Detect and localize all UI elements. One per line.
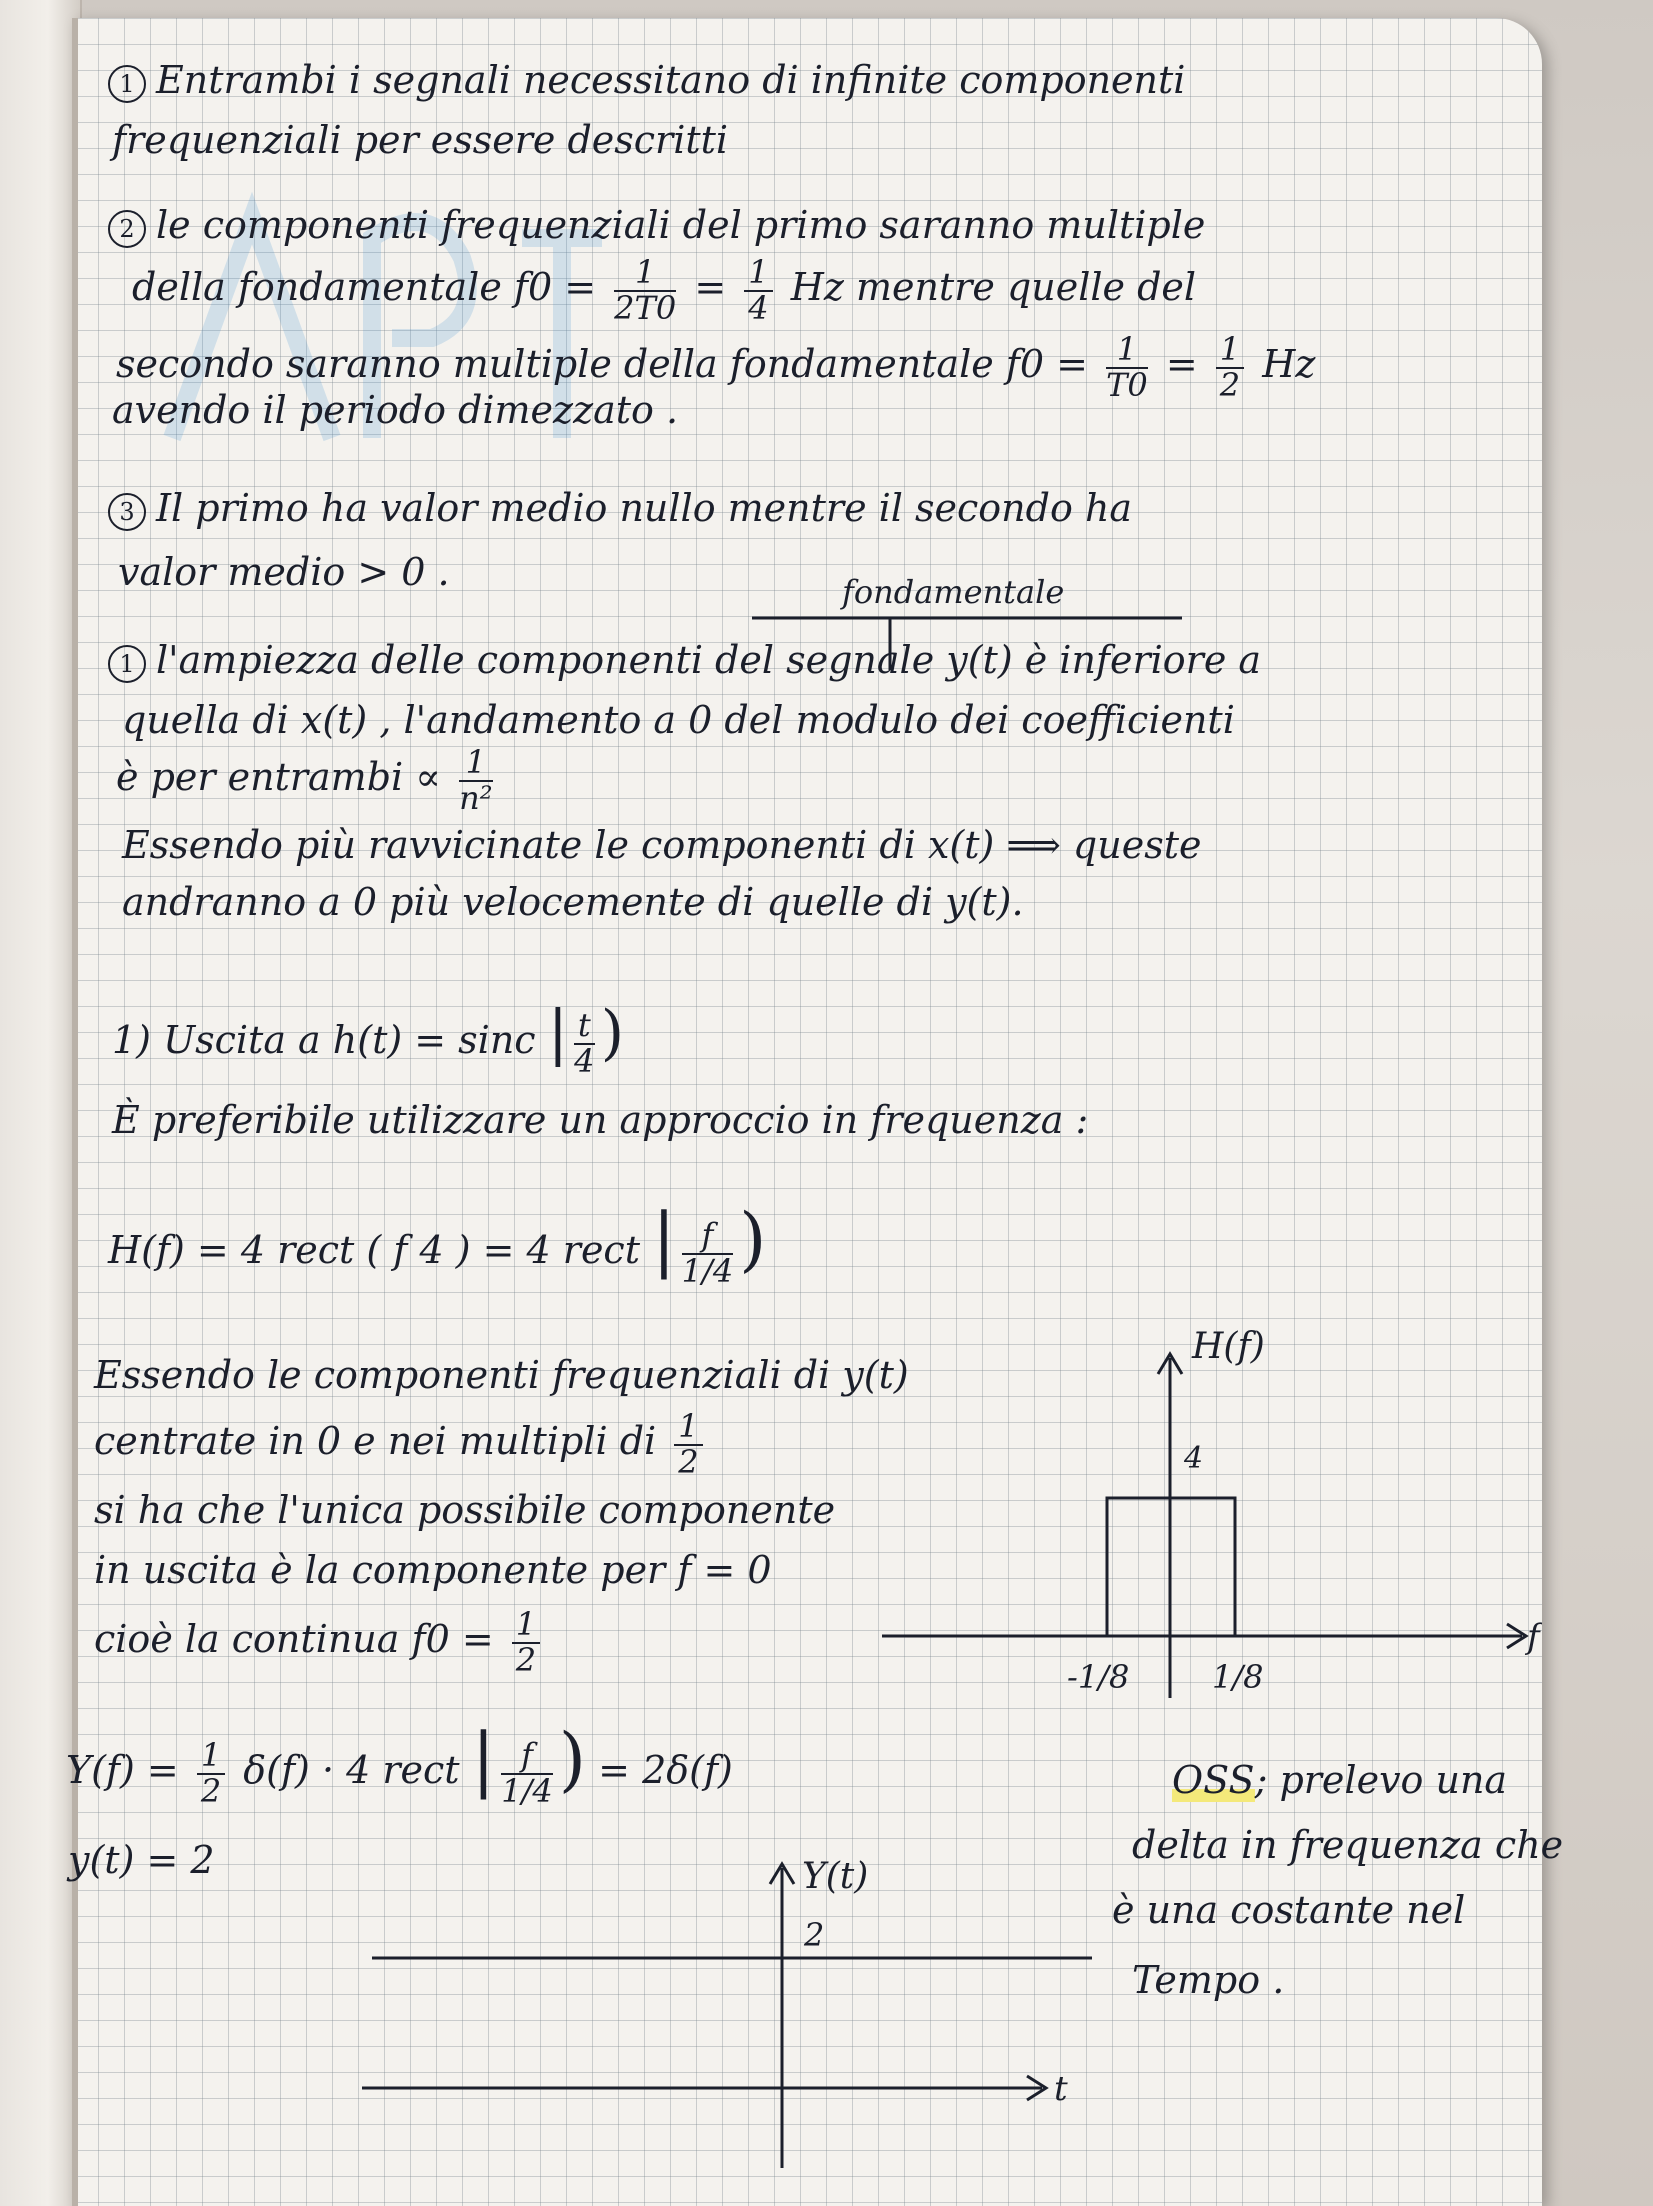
fraction-1-over-2	[512, 1605, 540, 1679]
fraction-numerator: 1	[512, 1608, 540, 1644]
para-line-2-prefix: centrate in 0 e nei multipli di	[94, 1419, 657, 1464]
item-4-line-4: Essendo più ravvicinate le componenti di x(t) ⟹ queste	[122, 823, 1202, 867]
fraction-1-over-2T0	[614, 253, 677, 327]
equals-sign: =	[694, 265, 727, 310]
item-5-line-3	[108, 1198, 766, 1288]
para-line-4: in uscita è la componente per f = 0	[94, 1548, 772, 1592]
oss-line-3: è una costante nel	[1112, 1888, 1466, 1932]
yf-formula	[66, 1718, 733, 1808]
fraction-1-over-2	[197, 1735, 225, 1810]
paren-open: |	[471, 1718, 496, 1800]
item-1-number: 1	[108, 65, 146, 103]
fraction-numerator: 1	[197, 1739, 225, 1775]
equals-sign: =	[1165, 342, 1198, 387]
graph-hf-height-label: 4	[1184, 1441, 1204, 1476]
fraction-denominator: 4	[574, 1041, 595, 1080]
fraction-f-over-quarter	[501, 1735, 553, 1810]
para-line-1: Essendo le componenti frequenziali di y(t)	[94, 1353, 909, 1397]
fraction-denominator: n²	[459, 778, 493, 817]
fraction-denominator: 4	[748, 288, 769, 327]
para-line-3: si ha che l'unica possibile componente	[94, 1488, 836, 1532]
item-5-line-2: È preferibile utilizzare un approccio in frequenza :	[112, 1098, 1089, 1142]
fraction-numerator: 1	[1106, 333, 1148, 369]
fraction-denominator: 2	[678, 1442, 699, 1481]
graph-yt-level-label: 2	[804, 1916, 825, 1954]
item-1-text-1: Entrambi i segnali necessitano di infinite componenti	[156, 58, 1186, 102]
item-4-line-5: andranno a 0 più velocemente di quelle di y(t).	[122, 880, 1024, 924]
item-4-line-2: quella di x(t) , l'andamento a 0 del modulo dei coefficienti	[122, 698, 1235, 742]
paren-close: )	[600, 998, 625, 1068]
oss-line-4: Tempo .	[1132, 1958, 1285, 2002]
item-1-line-2: frequenziali per essere descritti	[112, 118, 729, 162]
fraction-numerator: 1	[1216, 333, 1244, 369]
item-4-line-1	[108, 638, 1261, 683]
fraction-denominator: 1/4	[681, 1251, 734, 1290]
fraction-1-over-2	[1216, 330, 1244, 404]
annotation-fondamentale: fondamentale	[842, 573, 1065, 611]
item-2-line-2	[132, 253, 1197, 327]
item-4-number: 1	[108, 645, 146, 683]
item-2-line-1	[108, 203, 1205, 248]
fraction-t-over-4	[574, 1005, 595, 1080]
fraction-1-over-2	[674, 1407, 702, 1481]
yt-formula: y(t) = 2	[68, 1838, 215, 1882]
para-line-2	[94, 1407, 709, 1481]
fraction-denominator: 2	[200, 1771, 222, 1810]
graph-hf-y-label: H(f)	[1192, 1326, 1265, 1367]
item-5-line-1-prefix: 1) Uscita a h(t) = sinc	[112, 1018, 536, 1062]
fraction-denominator: 2	[1219, 365, 1241, 404]
graph-hf-x-label: f	[1527, 1617, 1540, 1657]
paren-close: )	[739, 1198, 767, 1280]
oss-line-2: delta in frequenza che	[1132, 1823, 1564, 1867]
item-5-line-3-prefix: H(f) = 4 rect ( f 4 ) = 4 rect	[108, 1228, 640, 1272]
paren-open: |	[547, 998, 568, 1068]
fraction-1-over-T0	[1106, 330, 1148, 404]
notebook-page	[66, 18, 1564, 2206]
oss-text-1: ; prelevo una	[1254, 1758, 1508, 1802]
graph-hf	[862, 1318, 1542, 1738]
item-1-line-1	[108, 58, 1185, 103]
fraction-numerator: 1	[674, 1410, 702, 1446]
yf-prefix: Y(f) =	[66, 1748, 179, 1792]
fraction-1-over-n-squared	[459, 743, 493, 817]
item-4-line-3	[116, 743, 499, 817]
fraction-numerator: f	[682, 1219, 734, 1255]
item-2-line-2-suffix: Hz mentre quelle del	[790, 265, 1197, 310]
item-2-number: 2	[108, 210, 146, 248]
graph-yt-x-label: t	[1054, 2069, 1068, 2109]
para-line-5	[94, 1605, 546, 1679]
oss-line-1	[1172, 1758, 1507, 1802]
item-3-line-2: valor medio > 0 .	[118, 550, 450, 594]
fraction-numerator: t	[574, 1009, 595, 1045]
fraction-numerator: 1	[459, 746, 492, 782]
item-2-text-1: le componenti frequenziali del primo saranno multiple	[156, 203, 1206, 247]
paren-open: |	[652, 1198, 676, 1280]
item-2-line-3-suffix: Hz	[1262, 342, 1316, 387]
graph-hf-left-tick: -1/8	[1067, 1658, 1130, 1696]
graph-hf-right-tick: 1/8	[1212, 1658, 1264, 1696]
yf-middle: δ(f) · 4 rect	[243, 1748, 460, 1792]
item-2-line-2-prefix: della fondamentale f0 =	[132, 265, 597, 310]
item-5-line-1	[112, 998, 624, 1078]
fraction-numerator: 1	[614, 256, 676, 292]
fraction-1-over-4	[744, 253, 772, 327]
item-3-text-1: Il primo ha valor medio nullo mentre il secondo ha	[156, 486, 1133, 530]
fraction-numerator: f	[501, 1739, 553, 1775]
graph-yt-y-label: Y(t)	[802, 1856, 869, 1897]
paren-close: )	[558, 1718, 587, 1800]
fraction-numerator: 1	[744, 256, 772, 292]
item-3-number: 3	[108, 493, 146, 531]
fraction-denominator: T0	[1106, 365, 1148, 404]
item-4-line-3-prefix: è per entrambi ∝	[116, 755, 441, 800]
item-3-line-1	[108, 486, 1132, 531]
fraction-denominator: 2T0	[614, 288, 677, 327]
fraction-denominator: 2	[515, 1640, 537, 1679]
graph-yt	[352, 1848, 1112, 2178]
para-line-5-prefix: cioè la continua f0 =	[94, 1617, 494, 1662]
item-2-line-3-prefix: secondo saranno multiple della fondamentale f0 =	[116, 342, 1088, 387]
yf-suffix: = 2δ(f)	[598, 1748, 733, 1792]
fraction-denominator: 1/4	[501, 1771, 553, 1810]
item-4-text-1: l'ampiezza delle componenti del segnale y(t) è inferiore a	[156, 638, 1262, 682]
item-2-line-4: avendo il periodo dimezzato .	[112, 388, 679, 432]
fraction-f-over-quarter	[681, 1215, 734, 1290]
oss-label: OSS	[1172, 1758, 1255, 1802]
